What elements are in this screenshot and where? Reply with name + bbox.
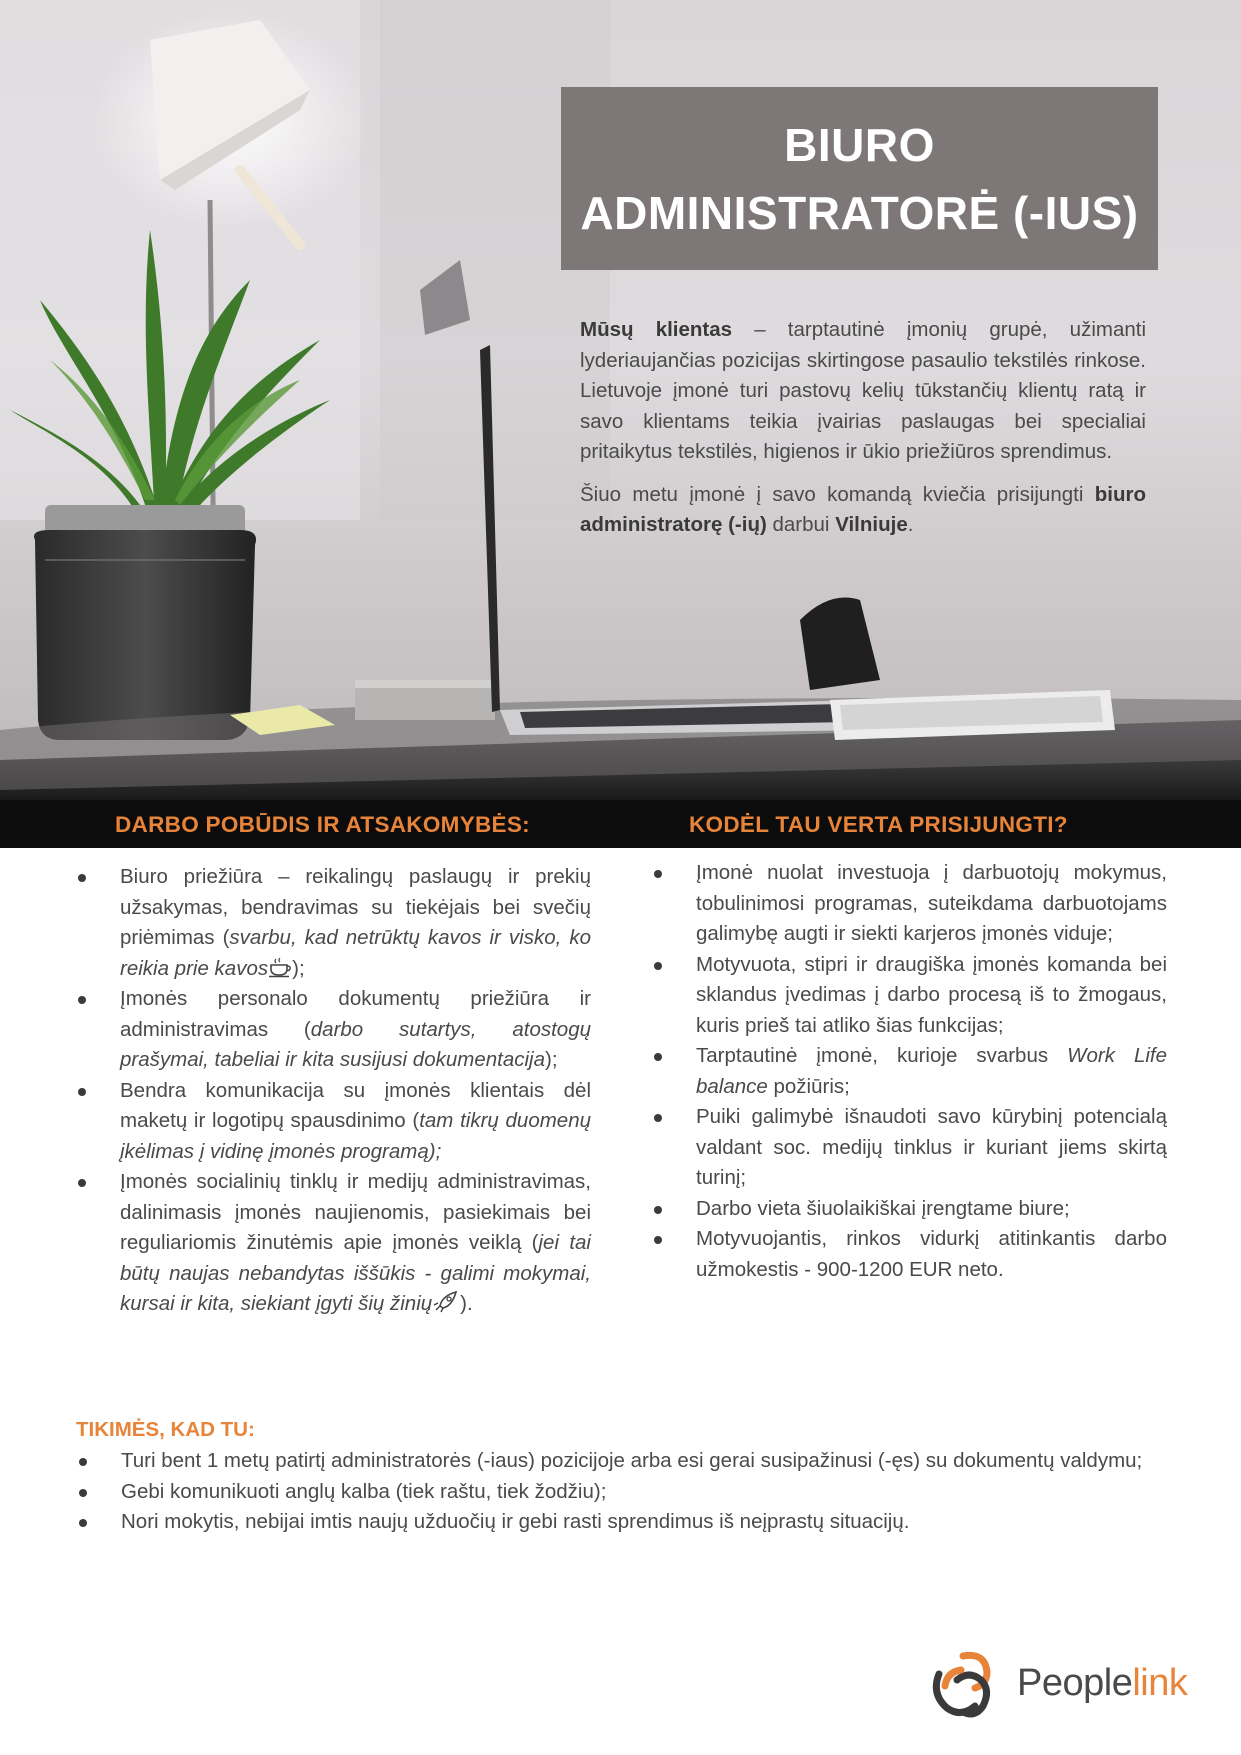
- requirement-item: [79, 1507, 1179, 1538]
- benefit-text-end: požiūris;: [767, 1074, 850, 1098]
- duty-note: tam tikrų duomenų įkėlimas į vidinę įmonės programą);: [120, 1109, 591, 1163]
- duty-text-end: );: [545, 1048, 558, 1071]
- duty-item: [78, 1076, 591, 1168]
- bullet-icon: [654, 1206, 662, 1214]
- duty-item: [78, 984, 591, 1076]
- bullet-icon: [78, 1179, 86, 1187]
- requirement-text: Turi bent 1 metų patirtį administratorės (-iaus) pozicijoje arba esi gerai susipažinusi (-ęs) su dokumentų valdymu;: [121, 1449, 1143, 1472]
- wordmark-people: People: [1017, 1662, 1133, 1704]
- bullet-icon: [654, 1236, 662, 1244]
- bullet-icon: [78, 874, 86, 882]
- requirement-item: [79, 1446, 1179, 1477]
- benefit-item: [654, 858, 1167, 950]
- requirement-item: [79, 1477, 1179, 1508]
- intro-position: biuro administratorę (-ių): [580, 482, 1146, 536]
- intro-client-label: Mūsų klientas: [580, 318, 733, 341]
- benefit-text: Įmonė nuolat investuoja į darbuotojų mokymus, tobulinimosi programas, suteikdama darbuotojams galimybę augti ir siekti karjeros įmonės viduje;: [696, 861, 1167, 945]
- requirement-text: Nori mokytis, nebijai imtis naujų užduočių ir gebi rasti sprendimus iš neįprastų situacijų.: [121, 1510, 910, 1533]
- duty-note: svarbu, kad netrūktų kavos ir visko, ko reikia prie kavos: [120, 926, 591, 980]
- job-title-line2: ADMINISTRATORĖ (-IUS): [580, 186, 1139, 239]
- peoplelink-logo: [925, 1650, 1188, 1722]
- benefit-text: Darbo vieta šiuolaikiškai įrengtame biure;: [696, 1196, 1070, 1220]
- benefits-list: [654, 858, 1167, 1285]
- duty-item: [78, 1167, 591, 1320]
- benefit-text: Puiki galimybė išnaudoti savo kūrybinį potencialą valdant soc. medijų tinklus ir kuriant jiems skirtą turinį;: [696, 1105, 1167, 1189]
- bullet-icon: [78, 1088, 86, 1096]
- duty-text-end: );: [292, 956, 305, 980]
- intro-city: Vilniuje: [835, 513, 908, 536]
- duty-text: Įmonės personalo dokumentų priežiūra ir administravimas (: [120, 987, 591, 1041]
- requirement-text: Gebi komunikuoti anglų kalba (tiek raštu, tiek žodžiu);: [121, 1479, 607, 1503]
- intro-period: .: [907, 513, 914, 536]
- bullet-icon: [79, 1489, 87, 1497]
- duty-text-end: ).: [460, 1292, 473, 1315]
- job-title-line1: BIURO: [784, 118, 935, 171]
- bullet-icon: [654, 962, 662, 970]
- intro-client-text: – tarptautinė įmonių grupė, užimanti lyderiaujančias pozicijas skirtingose pasaulio tekstilės rinkose. Lietuvoje įmonė turi pastovų kelių tūkstančių klientų ratą ir savo klientams teikia įvairias paslaugas bei specialiai pritaikytus tekstilės, higienos ir ūkio priežiūros sprendimus.: [580, 318, 1147, 463]
- benefit-text: Motyvuojantis, rinkos vidurkį atitinkantis darbo užmokestis - 900-1200 EUR neto.: [696, 1227, 1167, 1281]
- duties-section-title: DARBO POBŪDIS IR ATSAKOMYBĖS:: [115, 812, 530, 837]
- requirements-list: [79, 1446, 1179, 1538]
- duty-item: [78, 862, 591, 984]
- bullet-icon: [654, 870, 662, 878]
- benefit-item: [654, 950, 1167, 1042]
- rocket-icon: [432, 1290, 460, 1312]
- benefits-section-title: KODĖL TAU VERTA PRISIJUNGTI?: [689, 812, 1068, 837]
- benefit-item: [654, 1102, 1167, 1194]
- bullet-icon: [654, 1053, 662, 1061]
- peoplelink-wordmark: [1017, 1662, 1187, 1705]
- duty-text: Įmonės socialinių tinklų ir medijų administravimas, dalinimasis įmonės naujienomis, pasiekimais bei reguliariomis žinutėmis apie įmonės veiklą (: [120, 1170, 591, 1254]
- benefit-text: Motyvuota, stipri ir draugiška įmonės komanda bei sklandus įvedimas į darbo procesą iš to žmogaus, kuris prieš tai atliko šias funkcijas;: [696, 952, 1167, 1037]
- bullet-icon: [654, 1114, 662, 1122]
- bullet-icon: [79, 1458, 87, 1466]
- intro-paragraph-2: [580, 480, 1146, 541]
- duty-note: jei tai būtų naujas nebandytas iššūkis - galimi mokymai, kursai ir kita, siekiant įgyti šių žinių: [120, 1231, 591, 1315]
- company-intro: [580, 315, 1146, 553]
- bullet-icon: [78, 996, 86, 1004]
- duty-note: darbo sutartys, atostogų prašymai, tabeliai ir kita susijusi dokumentacija: [120, 1017, 591, 1071]
- benefit-note: Work Life balance: [696, 1044, 1167, 1098]
- intro-invite-text-2: darbui: [766, 513, 836, 536]
- bullet-icon: [79, 1519, 87, 1527]
- intro-invite-text: Šiuo metu įmonė į savo komandą kviečia prisijungti: [580, 482, 1095, 506]
- duty-text: Biuro priežiūra – reikalingų paslaugų ir prekių užsakymas, bendravimas su tiekėjais bei svečių priėmimas (: [120, 865, 591, 949]
- intro-paragraph-1: [580, 315, 1146, 468]
- benefit-item: [654, 1041, 1167, 1102]
- peoplelink-logo-icon: [925, 1650, 1005, 1722]
- coffee-cup-icon: [268, 956, 292, 976]
- duty-text: Bendra komunikacija su įmonės klientais dėl maketų ir logotipų spausdinimo (: [120, 1078, 591, 1132]
- job-title-box: [561, 87, 1158, 270]
- benefit-item: [654, 1224, 1167, 1285]
- requirements-section-title: TIKIMĖS, KAD TU:: [76, 1418, 255, 1441]
- duties-list: [78, 862, 591, 1320]
- benefit-text: Tarptautinė įmonė, kurioje svarbus: [696, 1044, 1068, 1067]
- wordmark-link: link: [1132, 1662, 1188, 1704]
- benefit-item: [654, 1194, 1167, 1225]
